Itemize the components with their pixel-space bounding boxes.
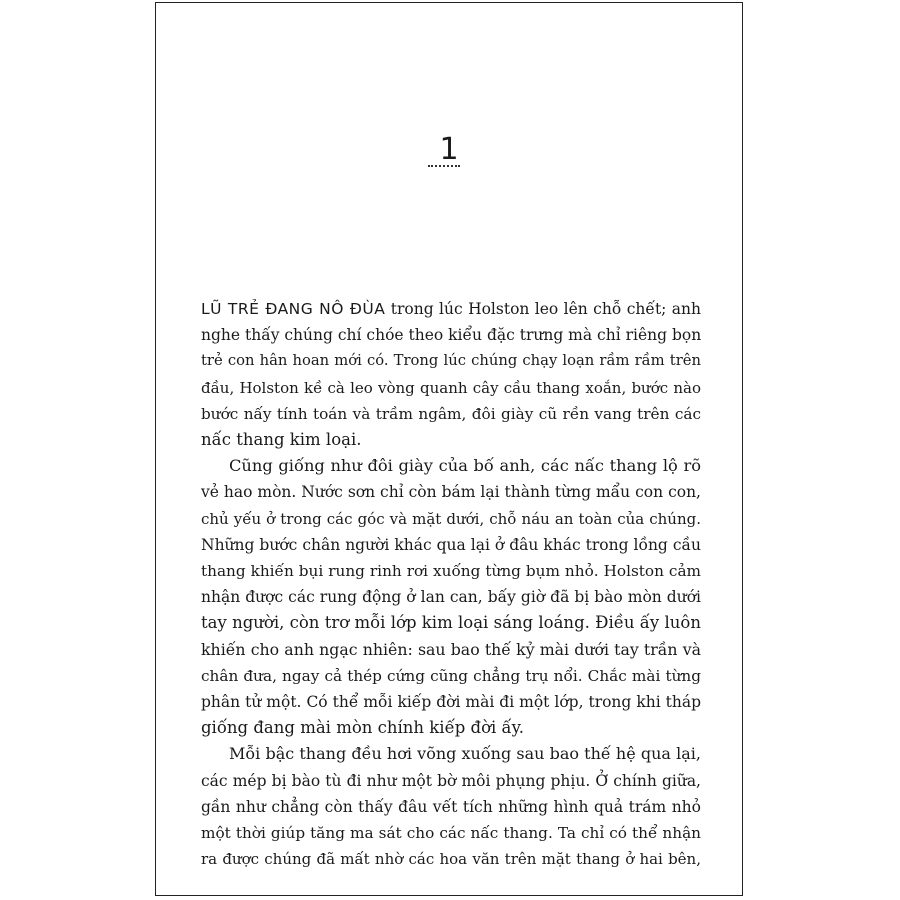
text-line: Những bước chân người khác qua lại ở đâu khác trong lồng cầu [201,535,701,554]
text-line: một thời giúp tăng ma sát cho các nấc thang. Ta chỉ có thể nhận [201,824,701,843]
text-line: trẻ con hân hoan mới có. Trong lúc chúng chạy loạn rầm rầm trên [201,352,701,370]
text-line: thang khiến bụi rung rinh rơi xuống từng bụm nhỏ. Holston cảm [201,562,701,581]
text-line: nghe thấy chúng chí chóe theo kiểu đặc trưng mà chỉ riêng bọn [201,326,702,345]
chapter-divider [428,165,460,167]
text-line: chủ yếu ở trong các góc và mặt dưới, chỗ náu an toàn của chúng. [201,509,701,528]
text-line: vẻ hao mòn. Nước sơn chỉ còn bám lại thành từng mẩu con con, [201,483,701,502]
text-line: giống đang mài mòn chính kiếp đời ấy. [201,718,525,738]
text-line: nấc thang kim loại. [201,430,362,450]
chapter-body [201,296,701,872]
text-line: đầu, Holston kề cà leo vòng quanh cây cầu thang xoắn, bước nào [201,378,701,397]
text-line: LŨ TRẺ ĐANG NÔ ĐÙA trong lúc Holston leo lên chỗ chết; anh [201,300,702,318]
text-line: Mỗi bậc thang đều hơi võng xuống sau bao thế hệ qua lại, [229,744,701,764]
text-line: tay người, còn trơ mỗi lớp kim loại sáng loáng. Điều ấy luôn [201,613,701,633]
text-line: chân đưa, ngay cả thép cứng cũng chẳng trụ nổi. Chắc mài từng [201,666,701,685]
paragraph-lead: LŨ TRẺ ĐANG NÔ ĐÙA [201,300,386,318]
text-line: Cũng giống như đôi giày của bố anh, các nấc thang lộ rõ [229,456,701,476]
text-line: gần như chẳng còn thấy đâu vết tích những hình quả trám nhỏ [201,797,701,816]
book-page [155,2,743,896]
text-line: bước nấy tính toán và trầm ngâm, đôi giày cũ rền vang trên các [201,404,701,423]
paragraph-1 [201,296,701,453]
text-line: các mép bị bào tù đi như một bờ môi phụng phịu. Ở chính giữa, [201,771,701,790]
paragraph-2 [201,453,701,741]
text-line: nhận được các rung động ở lan can, bấy giờ đã bị bào mòn dưới [201,588,701,607]
text-line: phân tử một. Có thể mỗi kiếp đời mài đi một lớp, trong khi tháp [201,693,701,712]
paragraph-3 [201,741,701,872]
text-line: khiến cho anh ngạc nhiên: sau bao thế kỷ mài dưới tay trần và [201,639,701,659]
chapter-number: 1 [439,132,459,167]
text-line: ra được chúng đã mất nhờ các hoa văn trên mặt thang ở hai bên, [201,850,701,869]
